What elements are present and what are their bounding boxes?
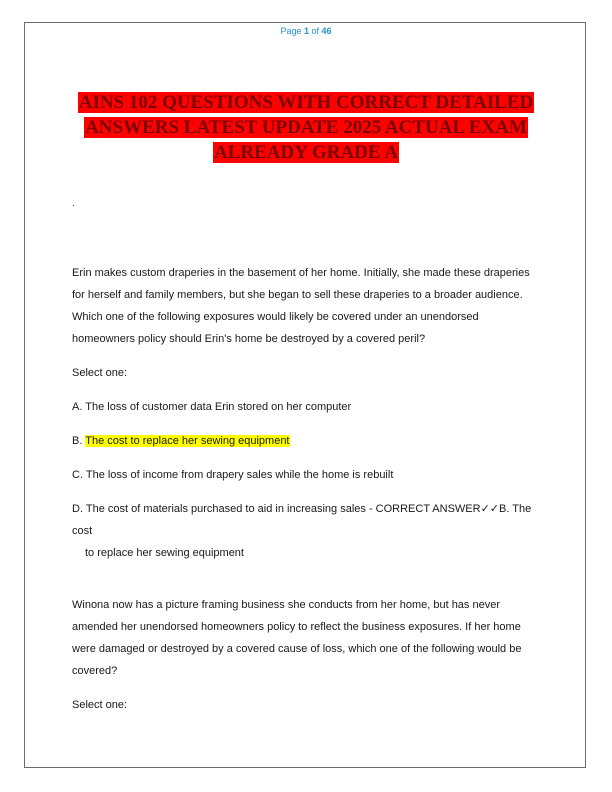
- title-line-1: AINS 102 QUESTIONS WITH CORRECT DETAILED: [78, 92, 534, 113]
- document-title: [60, 90, 552, 165]
- question-1-option-a: A. The loss of customer data Erin stored on her computer: [72, 401, 352, 413]
- question-1-stem: Erin makes custom draperies in the basement of her home. Initially, she made these draperies for herself and family members, but she began to sell these draperies to a broader audience. Which one of the following exposures would likely be covered under an unendorsed homeowners policy should Erin's home be destroyed by a covered peril?: [72, 267, 530, 345]
- question-1: [72, 262, 540, 564]
- question-1-option-b: B. The cost to replace her sewing equipment: [72, 435, 290, 447]
- question-2: [72, 594, 540, 716]
- title-line-3: ALREADY GRADE A: [213, 142, 399, 163]
- question-1-option-d: D. The cost of materials purchased to aid in increasing sales - CORRECT ANSWER✓✓B. The cost: [72, 503, 532, 537]
- highlighted-answer: The cost to replace her sewing equipment: [85, 435, 290, 447]
- page-number: Page 1 of 46: [280, 26, 332, 36]
- question-2-select-label: Select one:: [72, 699, 128, 711]
- current-page: 1: [303, 26, 309, 36]
- question-1-select-label: Select one:: [72, 367, 128, 379]
- question-2-stem: Winona now has a picture framing business she conducts from her home, but has never amended her unendorsed homeowners policy to reflect the business exposures. If her home were damaged or destroyed by a covered cause of loss, which one of the following would be covered?: [72, 599, 522, 677]
- title-line-2: ANSWERS LATEST UPDATE 2025 ACTUAL EXAM: [85, 117, 527, 138]
- total-pages: 46: [321, 26, 332, 36]
- separator-dot: .: [72, 198, 75, 209]
- question-1-option-d-continued: to replace her sewing equipment: [85, 547, 244, 559]
- question-1-option-c: C. The loss of income from drapery sales while the home is rebuilt: [72, 469, 394, 481]
